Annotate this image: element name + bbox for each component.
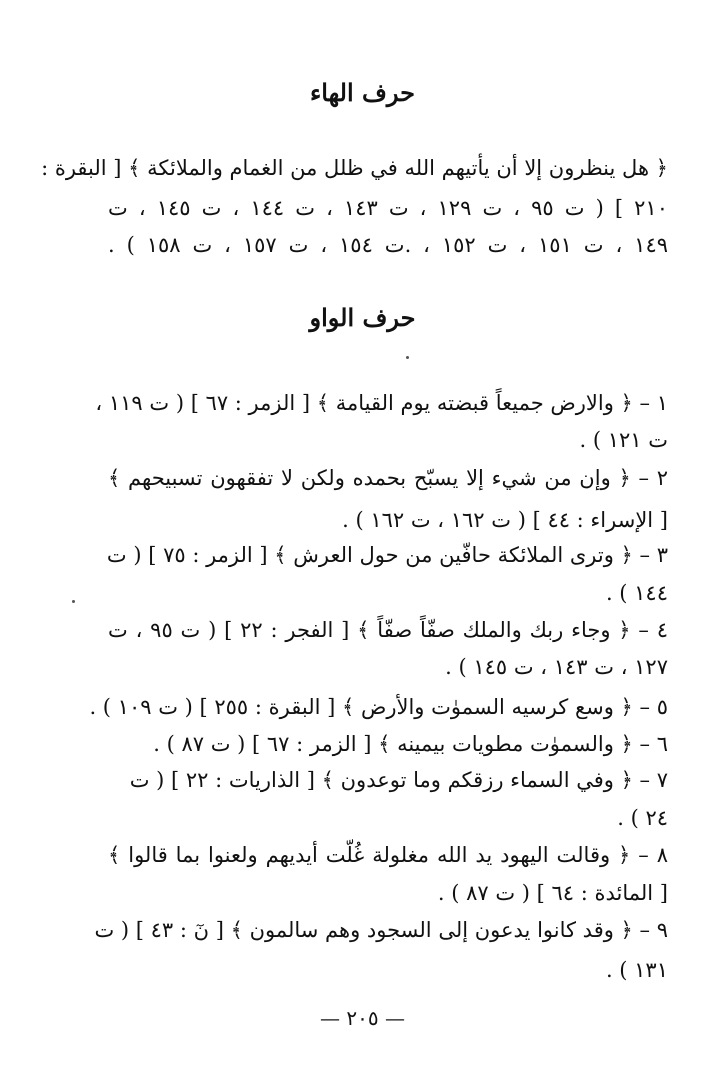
text-line: ١ – ﴿ والارض جميعاً قبضته يوم القيامة ﴾ [ الزمر : ٦٧ ] ( ت ١١٩ ، xyxy=(95,391,668,415)
text-line: ١٤٤ ) . xyxy=(605,581,668,605)
text-line: ٢ – ﴿ وإن من شيء إلا يسبّح بحمده ولكن لا تفقهون تسبيحهم ﴾ xyxy=(108,466,668,490)
text-line: ٣ – ﴿ وترى الملائكة حافّين من حول العرش ﴾ [ الزمر : ٧٥ ] ( ت xyxy=(106,543,668,567)
ink-dot xyxy=(72,600,75,603)
text-line: ت ١٢١ ) . xyxy=(579,428,668,452)
section-heading-waw: حرف الواو xyxy=(309,303,416,332)
text-line: ١٣١ ) . xyxy=(605,958,668,982)
text-line: [ الإسراء : ٤٤ ] ( ت ١٦٢ ، ت ١٦٢ ) . xyxy=(342,508,668,532)
text-line: ١٢٧ ، ت ١٤٣ ، ت ١٤٥ ) . xyxy=(445,655,668,679)
text-line: ٢٤ ) . xyxy=(617,806,668,830)
section-heading-ha: حرف الهاء xyxy=(310,78,415,107)
text-line: ٢١٠ ] ( ت ٩٥ ، ت ١٢٩ ، ت ١٤٣ ، ت ١٤٤ ، ت ١٤٥ ، ت xyxy=(108,196,668,220)
text-line: ٤ – ﴿ وجاء ربك والملك صفّاً صفّاً ﴾ [ الفجر : ٢٢ ] ( ت ٩٥ ، ت xyxy=(108,618,668,642)
ink-dot xyxy=(406,356,409,359)
text-line: ٥ – ﴿ وسع كرسيه السموٰت والأرض ﴾ [ البقرة : ٢٥٥ ] ( ت ١٠٩ ) . xyxy=(89,695,668,719)
text-line: ٦ – ﴿ والسموٰت مطويات بيمينه ﴾ [ الزمر : ٦٧ ] ( ت ٨٧ ) . xyxy=(153,732,668,756)
text-line: ٩ – ﴿ وقد كانوا يدعون إلى السجود وهم سالمون ﴾ [ نٓ : ٤٣ ] ( ت xyxy=(94,918,668,942)
text-line: ٧ – ﴿ وفي السماء رزقكم وما توعدون ﴾ [ الذاريات : ٢٢ ] ( ت xyxy=(129,768,668,792)
text-line: ١٤٩ ، ت ١٥١ ، ت ١٥٢ ، .ت ١٥٤ ، ت ١٥٧ ، ت ١٥٨ ) . xyxy=(108,233,669,257)
text-line: ﴿ هل ينظرون إلا أن يأتيهم الله في ظلل من الغمام والملائكة ﴾ [ البقرة : xyxy=(41,156,668,180)
text-line: [ المائدة : ٦٤ ] ( ت ٨٧ ) . xyxy=(437,881,668,905)
text-line: ٨ – ﴿ وقالت اليهود يد الله مغلولة غُلّت أيديهم ولعنوا بما قالوا ﴾ xyxy=(108,843,668,867)
page-number: — ٢٠٥ — xyxy=(320,1006,405,1030)
